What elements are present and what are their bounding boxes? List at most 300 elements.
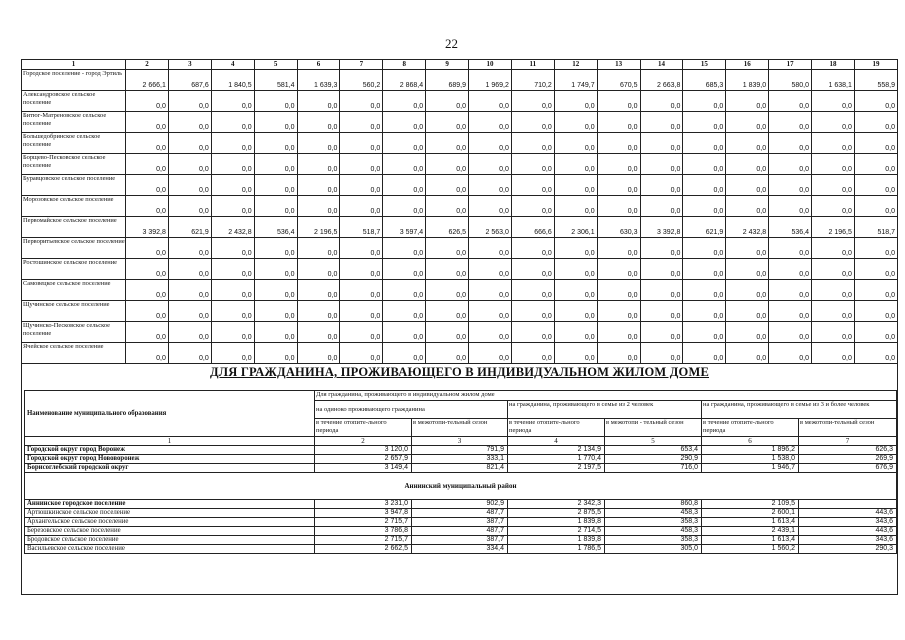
table-cell: 0,0 [426, 322, 469, 343]
table-cell: 0,0 [769, 196, 812, 217]
table-cell: 0,0 [640, 196, 683, 217]
table-cell: 791,9 [412, 446, 508, 455]
table-cell: 0,0 [726, 343, 769, 364]
table-cell: 0,0 [554, 238, 597, 259]
table-cell: 0,0 [168, 301, 211, 322]
table-cell: 0,0 [254, 175, 297, 196]
column-number: 15 [683, 60, 726, 70]
table-cell: 0,0 [254, 133, 297, 154]
table-cell: 0,0 [554, 343, 597, 364]
table-cell: 0,0 [683, 280, 726, 301]
column-number: 17 [769, 60, 812, 70]
table-cell: 0,0 [769, 343, 812, 364]
table-cell: 0,0 [854, 112, 897, 133]
table-row [22, 196, 898, 217]
district-label: Аннинский муниципальный район [25, 473, 897, 500]
table-cell: 0,0 [769, 175, 812, 196]
table-cell: 0,0 [511, 175, 554, 196]
table-cell: 0,0 [126, 154, 169, 175]
row-name: Большедобринское сельское поселение [22, 133, 126, 154]
table-cell: 0,0 [340, 133, 383, 154]
table-cell: 0,0 [597, 91, 640, 112]
table-cell: 518,7 [340, 217, 383, 238]
table-cell: 0,0 [511, 238, 554, 259]
table-cell: 653,4 [605, 446, 702, 455]
table-cell: 0,0 [683, 175, 726, 196]
table-cell: 1 786,5 [508, 545, 605, 554]
row-name: Щучинско-Песковское сельское поселение [22, 322, 126, 343]
table-cell: 3 149,4 [315, 464, 412, 473]
table-cell: 0,0 [469, 301, 512, 322]
table-cell: 0,0 [640, 301, 683, 322]
column-number: 5 [254, 60, 297, 70]
table-cell [799, 500, 897, 509]
table-cell: 0,0 [340, 343, 383, 364]
table-cell: 358,3 [605, 536, 702, 545]
table-cell: 0,0 [469, 91, 512, 112]
table-cell: 0,0 [254, 238, 297, 259]
table-cell: 458,3 [605, 527, 702, 536]
table-cell: 0,0 [769, 322, 812, 343]
table-cell: 0,0 [726, 112, 769, 133]
page-number: 22 [445, 36, 458, 51]
table-cell: 0,0 [297, 322, 340, 343]
table-cell: 0,0 [554, 175, 597, 196]
table-cell: 0,0 [297, 196, 340, 217]
table-cell: 0,0 [597, 112, 640, 133]
table-cell: 621,9 [683, 217, 726, 238]
table-cell: 1 770,4 [508, 455, 605, 464]
table-cell: 0,0 [211, 175, 254, 196]
table-row [22, 217, 898, 238]
row-name: Городской округ город Нововоронеж [25, 455, 315, 464]
column-number: 9 [426, 60, 469, 70]
column-number: 1 [25, 437, 315, 446]
table-cell: 0,0 [726, 196, 769, 217]
table-cell: 0,0 [211, 259, 254, 280]
table-cell: 0,0 [211, 301, 254, 322]
tariff-table-individual-house [24, 390, 897, 554]
table-cell: 290,3 [799, 545, 897, 554]
table-cell: 0,0 [812, 175, 855, 196]
table-cell: 518,7 [854, 217, 897, 238]
table-cell: 0,0 [168, 259, 211, 280]
table-cell: 0,0 [511, 154, 554, 175]
table-cell: 685,3 [683, 70, 726, 91]
table-cell: 0,0 [726, 133, 769, 154]
table-cell: 0,0 [340, 112, 383, 133]
table-cell: 2 439,1 [702, 527, 799, 536]
table-cell: 0,0 [683, 301, 726, 322]
table-cell: 0,0 [383, 322, 426, 343]
table-cell: 2 663,8 [640, 70, 683, 91]
table-cell: 0,0 [126, 280, 169, 301]
table-cell: 0,0 [640, 175, 683, 196]
period-header: в течение отопите-льного периода [315, 419, 412, 437]
table-cell: 0,0 [383, 280, 426, 301]
table-cell: 343,6 [799, 536, 897, 545]
table-cell: 0,0 [683, 259, 726, 280]
table-cell: 0,0 [511, 91, 554, 112]
table-cell: 0,0 [640, 280, 683, 301]
table-row [22, 133, 898, 154]
table-cell: 0,0 [383, 238, 426, 259]
table-cell: 443,6 [799, 527, 897, 536]
table-cell: 0,0 [554, 91, 597, 112]
table-cell: 0,0 [726, 322, 769, 343]
table-cell: 0,0 [340, 91, 383, 112]
row-name: Борисоглебский городской округ [25, 464, 315, 473]
table-cell: 0,0 [426, 175, 469, 196]
period-header: в межотопи-тельный сезон [799, 419, 897, 437]
table-cell: 0,0 [812, 154, 855, 175]
table-cell: 0,0 [597, 175, 640, 196]
table-row [22, 259, 898, 280]
table-cell: 269,9 [799, 455, 897, 464]
table-cell: 2 432,8 [726, 217, 769, 238]
table-cell: 0,0 [211, 112, 254, 133]
table-cell: 581,4 [254, 70, 297, 91]
table-cell: 0,0 [383, 112, 426, 133]
row-name: Александровское сельское поселение [22, 91, 126, 112]
table-cell: 0,0 [340, 154, 383, 175]
table-cell: 0,0 [426, 280, 469, 301]
table-cell: 0,0 [469, 175, 512, 196]
table-cell: 3 947,8 [315, 509, 412, 518]
table-cell: 0,0 [126, 112, 169, 133]
table-cell: 0,0 [854, 175, 897, 196]
table-cell: 0,0 [683, 154, 726, 175]
table-cell: 0,0 [168, 91, 211, 112]
table-cell: 0,0 [683, 238, 726, 259]
column-number: 18 [812, 60, 855, 70]
table-cell: 0,0 [726, 259, 769, 280]
table-cell: 0,0 [812, 280, 855, 301]
section-title: ДЛЯ ГРАЖДАНИНА, ПРОЖИВАЮЩЕГО В ИНДИВИДУАЛЬНОМ ЖИЛОМ ДОМЕ [209, 365, 709, 379]
column-number: 13 [597, 60, 640, 70]
table-cell: 0,0 [683, 112, 726, 133]
table-cell: 0,0 [554, 196, 597, 217]
table-row [22, 91, 898, 112]
table-cell: 630,3 [597, 217, 640, 238]
table-cell: 0,0 [126, 196, 169, 217]
table-cell: 0,0 [640, 343, 683, 364]
column-number: 6 [297, 60, 340, 70]
table-row [25, 464, 897, 473]
column-number: 16 [726, 60, 769, 70]
table-cell: 0,0 [597, 238, 640, 259]
table-cell: 0,0 [469, 133, 512, 154]
table-cell: 0,0 [254, 91, 297, 112]
top-table-body [22, 70, 898, 364]
table-cell: 0,0 [640, 91, 683, 112]
table-cell: 0,0 [511, 322, 554, 343]
table-cell: 0,0 [812, 133, 855, 154]
table-cell: 2 657,9 [315, 455, 412, 464]
table-cell: 2 875,5 [508, 509, 605, 518]
column-number: 8 [383, 60, 426, 70]
column-number: 1 [22, 60, 126, 70]
table-cell: 3 231,0 [315, 500, 412, 509]
table-cell: 2 868,4 [383, 70, 426, 91]
settlement-rows [25, 500, 897, 554]
table-cell: 0,0 [726, 238, 769, 259]
table-cell: 0,0 [769, 238, 812, 259]
table-cell: 0,0 [597, 301, 640, 322]
table-cell: 0,0 [469, 238, 512, 259]
table-cell: 1 538,0 [702, 455, 799, 464]
row-name: Битюг-Матреновское сельское поселение [22, 112, 126, 133]
table-cell: 2 197,5 [508, 464, 605, 473]
sub-header-family-2: на гражданина, проживающего в семье из 2 человек [508, 401, 702, 419]
row-name: Буравцовское сельское поселение [22, 175, 126, 196]
table-cell: 0,0 [812, 91, 855, 112]
table-cell: 0,0 [683, 133, 726, 154]
table-row [25, 500, 897, 509]
table-cell: 343,6 [799, 518, 897, 527]
table-cell: 1 613,4 [702, 536, 799, 545]
table-cell: 2 563,0 [469, 217, 512, 238]
column-number: 2 [315, 437, 412, 446]
row-name: Ростошинское сельское поселение [22, 259, 126, 280]
table-cell: 0,0 [340, 238, 383, 259]
table-cell: 0,0 [812, 259, 855, 280]
bottom-column-number-row [25, 437, 897, 446]
sub-header-family-3: на гражданина, проживающего в семье из 3 и более человек [702, 401, 897, 419]
table-cell: 0,0 [297, 175, 340, 196]
table-cell: 0,0 [211, 196, 254, 217]
table-cell: 0,0 [769, 133, 812, 154]
table-cell: 0,0 [469, 322, 512, 343]
table-cell: 710,2 [511, 70, 554, 91]
table-cell: 1 896,2 [702, 446, 799, 455]
row-name: Архангельское сельское поселение [25, 518, 315, 527]
table-cell: 387,7 [412, 518, 508, 527]
table-cell: 0,0 [812, 112, 855, 133]
column-number: 4 [211, 60, 254, 70]
table-cell: 1 639,3 [297, 70, 340, 91]
table-cell: 0,0 [297, 259, 340, 280]
table-cell: 0,0 [297, 133, 340, 154]
table-cell: 0,0 [297, 280, 340, 301]
row-name: Бродовское сельское поселение [25, 536, 315, 545]
table-cell: 0,0 [597, 259, 640, 280]
table-cell: 0,0 [640, 259, 683, 280]
table-row [22, 112, 898, 133]
table-cell: 2 109,5 [702, 500, 799, 509]
group-header: Для гражданина, проживающего в индивидуальном жилом доме [315, 391, 897, 401]
table-cell: 0,0 [769, 112, 812, 133]
row-name: Щучинское сельское поселение [22, 301, 126, 322]
table-cell: 1 946,7 [702, 464, 799, 473]
row-name: Васильевское сельское поселение [25, 545, 315, 554]
table-cell: 0,0 [854, 280, 897, 301]
table-row [25, 446, 897, 455]
table-cell: 2 134,9 [508, 446, 605, 455]
table-cell: 0,0 [426, 112, 469, 133]
table-cell: 0,0 [769, 301, 812, 322]
table-cell: 0,0 [469, 280, 512, 301]
mo-header: Наименование муниципального образования [25, 391, 315, 437]
table-cell: 0,0 [254, 112, 297, 133]
table-cell: 0,0 [554, 301, 597, 322]
table-cell: 0,0 [383, 196, 426, 217]
table-cell: 0,0 [597, 154, 640, 175]
table-cell: 0,0 [426, 133, 469, 154]
table-cell: 560,2 [340, 70, 383, 91]
table-cell: 0,0 [426, 301, 469, 322]
table-cell: 0,0 [469, 154, 512, 175]
table-cell: 0,0 [211, 154, 254, 175]
table-cell: 0,0 [168, 175, 211, 196]
row-name: Морозовское сельское поселение [22, 196, 126, 217]
table-cell: 0,0 [297, 238, 340, 259]
table-cell: 0,0 [426, 91, 469, 112]
table-cell: 626,5 [426, 217, 469, 238]
table-cell: 0,0 [211, 343, 254, 364]
table-cell: 0,0 [168, 133, 211, 154]
table-row [25, 527, 897, 536]
table-cell: 626,3 [799, 446, 897, 455]
period-header: в течение отопите-льного периода [702, 419, 799, 437]
table-cell: 0,0 [812, 196, 855, 217]
table-cell: 0,0 [597, 280, 640, 301]
table-row [25, 545, 897, 554]
table-cell: 0,0 [211, 91, 254, 112]
table-cell: 0,0 [726, 154, 769, 175]
table-row [22, 238, 898, 259]
table-cell: 0,0 [254, 280, 297, 301]
period-header: в межотопи-тельный сезон [412, 419, 508, 437]
table-row [25, 509, 897, 518]
table-cell: 689,9 [426, 70, 469, 91]
table-cell: 0,0 [126, 133, 169, 154]
table-cell: 305,0 [605, 545, 702, 554]
table-cell: 0,0 [254, 343, 297, 364]
table-cell: 0,0 [812, 238, 855, 259]
table-cell: 0,0 [597, 133, 640, 154]
table-cell: 0,0 [126, 322, 169, 343]
table-cell: 666,6 [511, 217, 554, 238]
table-row [22, 280, 898, 301]
table-cell: 0,0 [812, 301, 855, 322]
table-cell: 0,0 [383, 175, 426, 196]
table-cell: 0,0 [340, 175, 383, 196]
table-cell: 676,9 [799, 464, 897, 473]
column-number: 14 [640, 60, 683, 70]
table-cell: 0,0 [854, 238, 897, 259]
table-cell: 0,0 [511, 112, 554, 133]
table-cell: 0,0 [854, 301, 897, 322]
table-cell: 2 662,5 [315, 545, 412, 554]
table-cell: 558,9 [854, 70, 897, 91]
table-cell: 0,0 [554, 112, 597, 133]
table-cell: 0,0 [254, 259, 297, 280]
column-number: 7 [799, 437, 897, 446]
table-cell: 0,0 [383, 154, 426, 175]
table-cell: 0,0 [683, 196, 726, 217]
table-cell: 821,4 [412, 464, 508, 473]
table-cell: 0,0 [340, 322, 383, 343]
table-cell: 0,0 [168, 154, 211, 175]
table-cell: 0,0 [297, 91, 340, 112]
table-cell: 0,0 [640, 154, 683, 175]
table-cell: 621,9 [168, 217, 211, 238]
column-number: 6 [702, 437, 799, 446]
table-cell: 0,0 [211, 322, 254, 343]
table-cell: 0,0 [340, 280, 383, 301]
table-cell: 0,0 [554, 280, 597, 301]
column-number: 19 [854, 60, 897, 70]
table-cell: 443,6 [799, 509, 897, 518]
table-cell: 1 839,8 [508, 536, 605, 545]
table-cell: 0,0 [511, 133, 554, 154]
table-cell: 0,0 [769, 154, 812, 175]
column-number: 4 [508, 437, 605, 446]
column-number: 10 [469, 60, 512, 70]
column-number: 11 [511, 60, 554, 70]
table-cell: 0,0 [554, 154, 597, 175]
table-cell: 0,0 [554, 322, 597, 343]
table-cell: 580,0 [769, 70, 812, 91]
table-cell: 1 839,0 [726, 70, 769, 91]
column-number-row [22, 60, 898, 70]
table-cell: 0,0 [383, 133, 426, 154]
table-cell: 0,0 [126, 91, 169, 112]
table-cell: 1 560,2 [702, 545, 799, 554]
row-name: Перворитьевское сельское поселение [22, 238, 126, 259]
row-name: Березовское сельское поселение [25, 527, 315, 536]
table-cell: 0,0 [254, 196, 297, 217]
table-cell: 0,0 [426, 196, 469, 217]
table-cell: 0,0 [597, 196, 640, 217]
row-name: Ячейское сельское поселение [22, 343, 126, 364]
table-row [25, 518, 897, 527]
table-cell: 458,3 [605, 509, 702, 518]
table-cell: 0,0 [168, 196, 211, 217]
table-cell: 1 613,4 [702, 518, 799, 527]
table-cell: 0,0 [854, 343, 897, 364]
table-cell: 0,0 [597, 343, 640, 364]
table-cell: 0,0 [383, 259, 426, 280]
table-cell: 0,0 [683, 322, 726, 343]
table-cell: 0,0 [854, 196, 897, 217]
table-cell: 387,7 [412, 536, 508, 545]
table-cell: 3 392,8 [126, 217, 169, 238]
table-cell: 0,0 [297, 154, 340, 175]
table-cell: 0,0 [511, 196, 554, 217]
table-cell: 0,0 [297, 301, 340, 322]
table-cell: 2 342,3 [508, 500, 605, 509]
column-number: 5 [605, 437, 702, 446]
table-cell: 0,0 [640, 322, 683, 343]
table-cell: 0,0 [126, 343, 169, 364]
table-cell: 0,0 [168, 238, 211, 259]
table-cell: 1 839,8 [508, 518, 605, 527]
table-cell: 0,0 [211, 238, 254, 259]
table-cell: 0,0 [554, 133, 597, 154]
table-cell: 2 666,1 [126, 70, 169, 91]
table-cell: 0,0 [683, 91, 726, 112]
table-cell: 0,0 [254, 154, 297, 175]
table-cell: 487,7 [412, 509, 508, 518]
column-number: 3 [412, 437, 508, 446]
table-cell: 2 196,5 [812, 217, 855, 238]
table-cell: 0,0 [297, 343, 340, 364]
table-cell: 0,0 [726, 175, 769, 196]
table-cell: 0,0 [168, 322, 211, 343]
table-cell: 3 120,0 [315, 446, 412, 455]
